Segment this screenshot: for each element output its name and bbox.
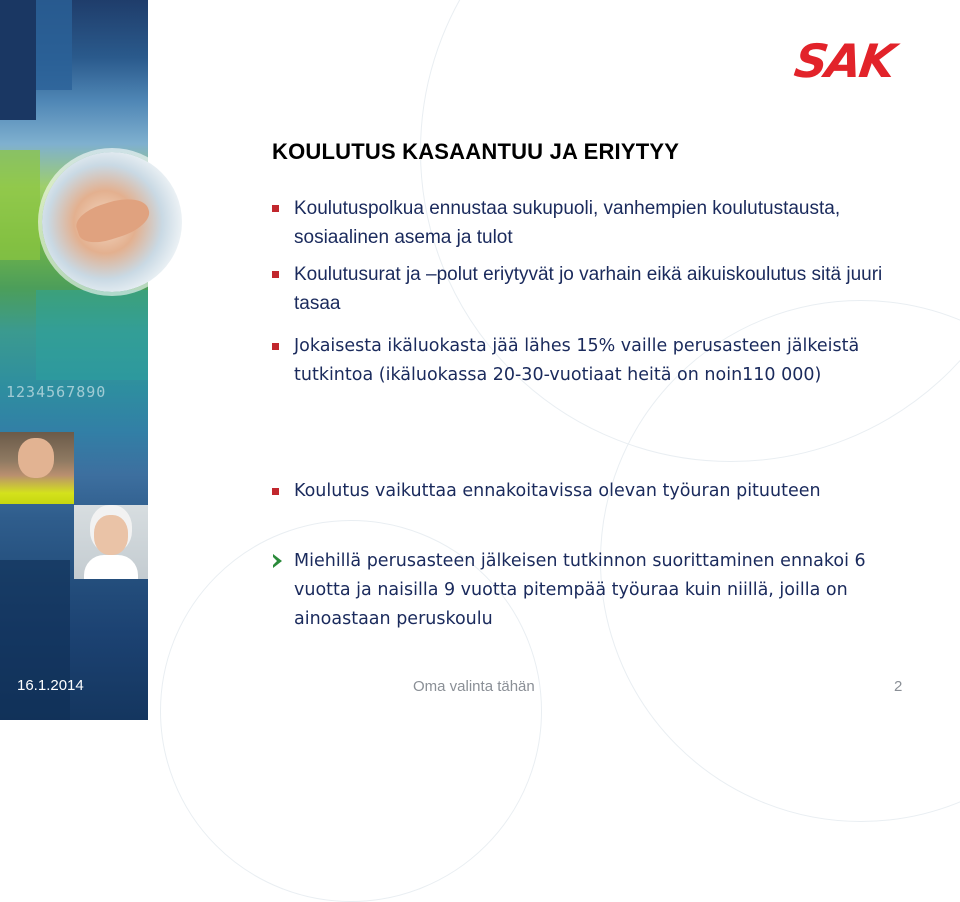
square-bullet-icon bbox=[272, 343, 279, 350]
sidebar-tile bbox=[0, 0, 36, 120]
sak-logo: SAK bbox=[791, 34, 898, 88]
bullet-item bbox=[272, 194, 912, 252]
bullet-text: Koulutus vaikuttaa ennakoitavissa olevan työuran pituuteen bbox=[294, 481, 821, 501]
bullet-text: Koulutusurat ja –polut eriytyvät jo varhain eikä aikuiskoulutus sitä juuri tasaa bbox=[294, 264, 883, 314]
woman-head bbox=[94, 515, 128, 555]
bullet-item bbox=[272, 547, 912, 634]
worker-photo bbox=[0, 432, 74, 504]
bullet-text: Miehillä perusasteen jälkeisen tutkinnon suorittaminen ennakoi 6 vuotta ja naisilla 9 vuotta pitempää työuraa kuin niillä, joilla on ainoastaan peruskoulu bbox=[294, 551, 866, 629]
bullet-item bbox=[272, 260, 912, 318]
sidebar-tile bbox=[36, 0, 72, 90]
arrow-bullet-icon bbox=[273, 554, 282, 568]
slide-title: KOULUTUS KASAANTUU JA ERIYTYY bbox=[272, 139, 680, 164]
woman-body bbox=[84, 555, 138, 579]
bullet-text: Koulutuspolkua ennustaa sukupuoli, vanhempien koulutustausta, sosiaalinen asema ja tulot bbox=[294, 198, 841, 248]
page-number: 2 bbox=[894, 678, 903, 695]
footer-date: 16.1.2014 bbox=[17, 677, 84, 694]
worker-head bbox=[18, 438, 54, 478]
sidebar-tile bbox=[0, 150, 40, 260]
sidebar-tile bbox=[0, 560, 70, 720]
bullet-text: Jokaisesta ikäluokasta jää lähes 15% vaille perusasteen jälkeistä tutkintoa (ikäluokassa 20-30-vuotiaat heitä on noin110 000) bbox=[294, 336, 860, 385]
handshake-hands bbox=[72, 191, 154, 248]
square-bullet-icon bbox=[272, 271, 279, 278]
sidebar-tile bbox=[36, 290, 148, 380]
bullet-item bbox=[272, 332, 912, 390]
square-bullet-icon bbox=[272, 205, 279, 212]
woman-photo bbox=[74, 505, 148, 579]
decorative-sidebar bbox=[0, 0, 148, 720]
sidebar-digits: 1234567890 bbox=[6, 383, 107, 401]
handshake-photo bbox=[42, 152, 182, 292]
footer-text: Oma valinta tähän bbox=[413, 678, 535, 695]
bullet-item bbox=[272, 477, 912, 506]
square-bullet-icon bbox=[272, 488, 279, 495]
